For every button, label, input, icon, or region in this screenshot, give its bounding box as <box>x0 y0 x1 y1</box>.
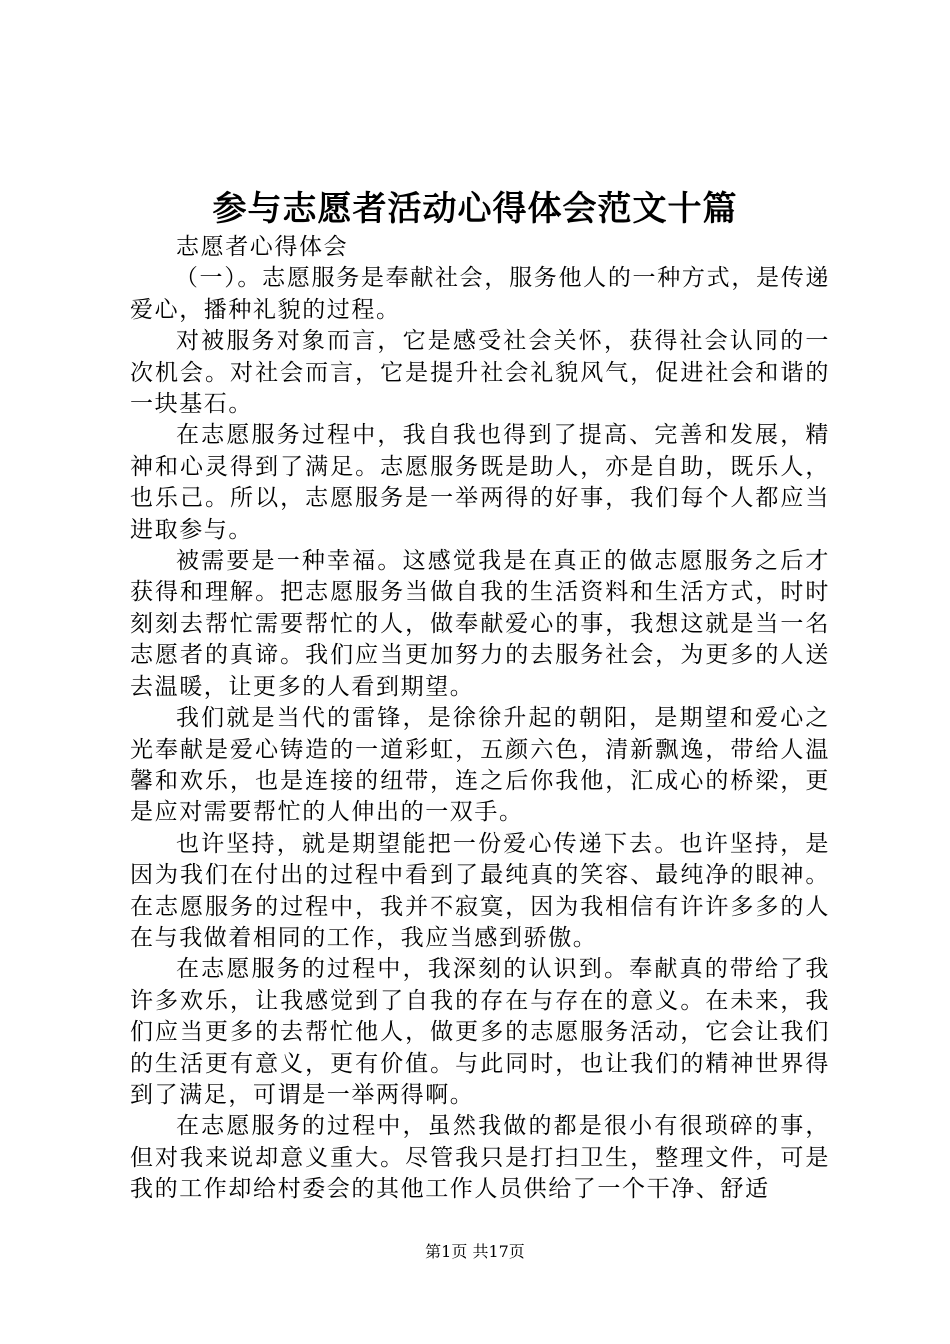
paragraph-8: 在志愿服务的过程中，虽然我做的都是很小有很琐碎的事，但对我来说却意义重大。尽管我只是打扫卫生，整理文件，可是我的工作却给村委会的其他工作人员供给了一个干净、舒适 <box>130 1113 830 1203</box>
document-body <box>130 232 830 1206</box>
paragraph-3: 在志愿服务过程中，我自我也得到了提高、完善和发展，精神和心灵得到了满足。志愿服务既是助人，亦是自助，既乐人，也乐己。所以，志愿服务是一举两得的好事，我们每个人都应当进取参与。 <box>130 422 830 543</box>
paragraph-6: 也许坚持，就是期望能把一份爱心传递下去。也许坚持，是因为我们在付出的过程中看到了最纯真的笑容、最纯净的眼神。在志愿服务的过程中，我并不寂寞，因为我相信有许许多多的人在与我做着相同的工作，我应当感到骄傲。 <box>130 830 830 951</box>
paragraph-5: 我们就是当代的雷锋，是徐徐升起的朝阳，是期望和爱心之光奉献是爱心铸造的一道彩虹，五颜六色，清新飘逸，带给人温馨和欢乐，也是连接的纽带，连之后你我他，汇成心的桥梁，更是应对需要帮忙的人伸出的一双手。 <box>130 705 830 826</box>
paragraph-1: （一）。志愿服务是奉献社会，服务他人的一种方式，是传递爱心，播种礼貌的过程。 <box>130 265 830 323</box>
paragraph-7: 在志愿服务的过程中，我深刻的认识到。奉献真的带给了我许多欢乐，让我感觉到了自我的存在与存在的意义。在未来，我们应当更多的去帮忙他人，做更多的志愿服务活动，它会让我们的生活更有意义，更有价值。与此同时，也让我们的精神世界得到了满足，可谓是一举两得啊。 <box>130 956 830 1108</box>
subtitle: 志愿者心得体会 <box>176 234 349 260</box>
paragraph-4: 被需要是一种幸福。这感觉我是在真正的做志愿服务之后才获得和理解。把志愿服务当做自我的生活资料和生活方式，时时刻刻去帮忙需要帮忙的人，做奉献爱心的事，我想这就是当一名志愿者的真谛。我们应当更加努力的去服务社会，为更多的人送去温暖，让更多的人看到期望。 <box>130 548 830 700</box>
page-title: 参与志愿者活动心得体会范文十篇 <box>212 189 738 229</box>
page-footer: 第1页 共17页 <box>425 1242 525 1261</box>
paragraph-2: 对被服务对象而言，它是感受社会关怀，获得社会认同的一次机会。对社会而言，它是提升社会礼貌风气，促进社会和谐的一块基石。 <box>130 328 830 418</box>
